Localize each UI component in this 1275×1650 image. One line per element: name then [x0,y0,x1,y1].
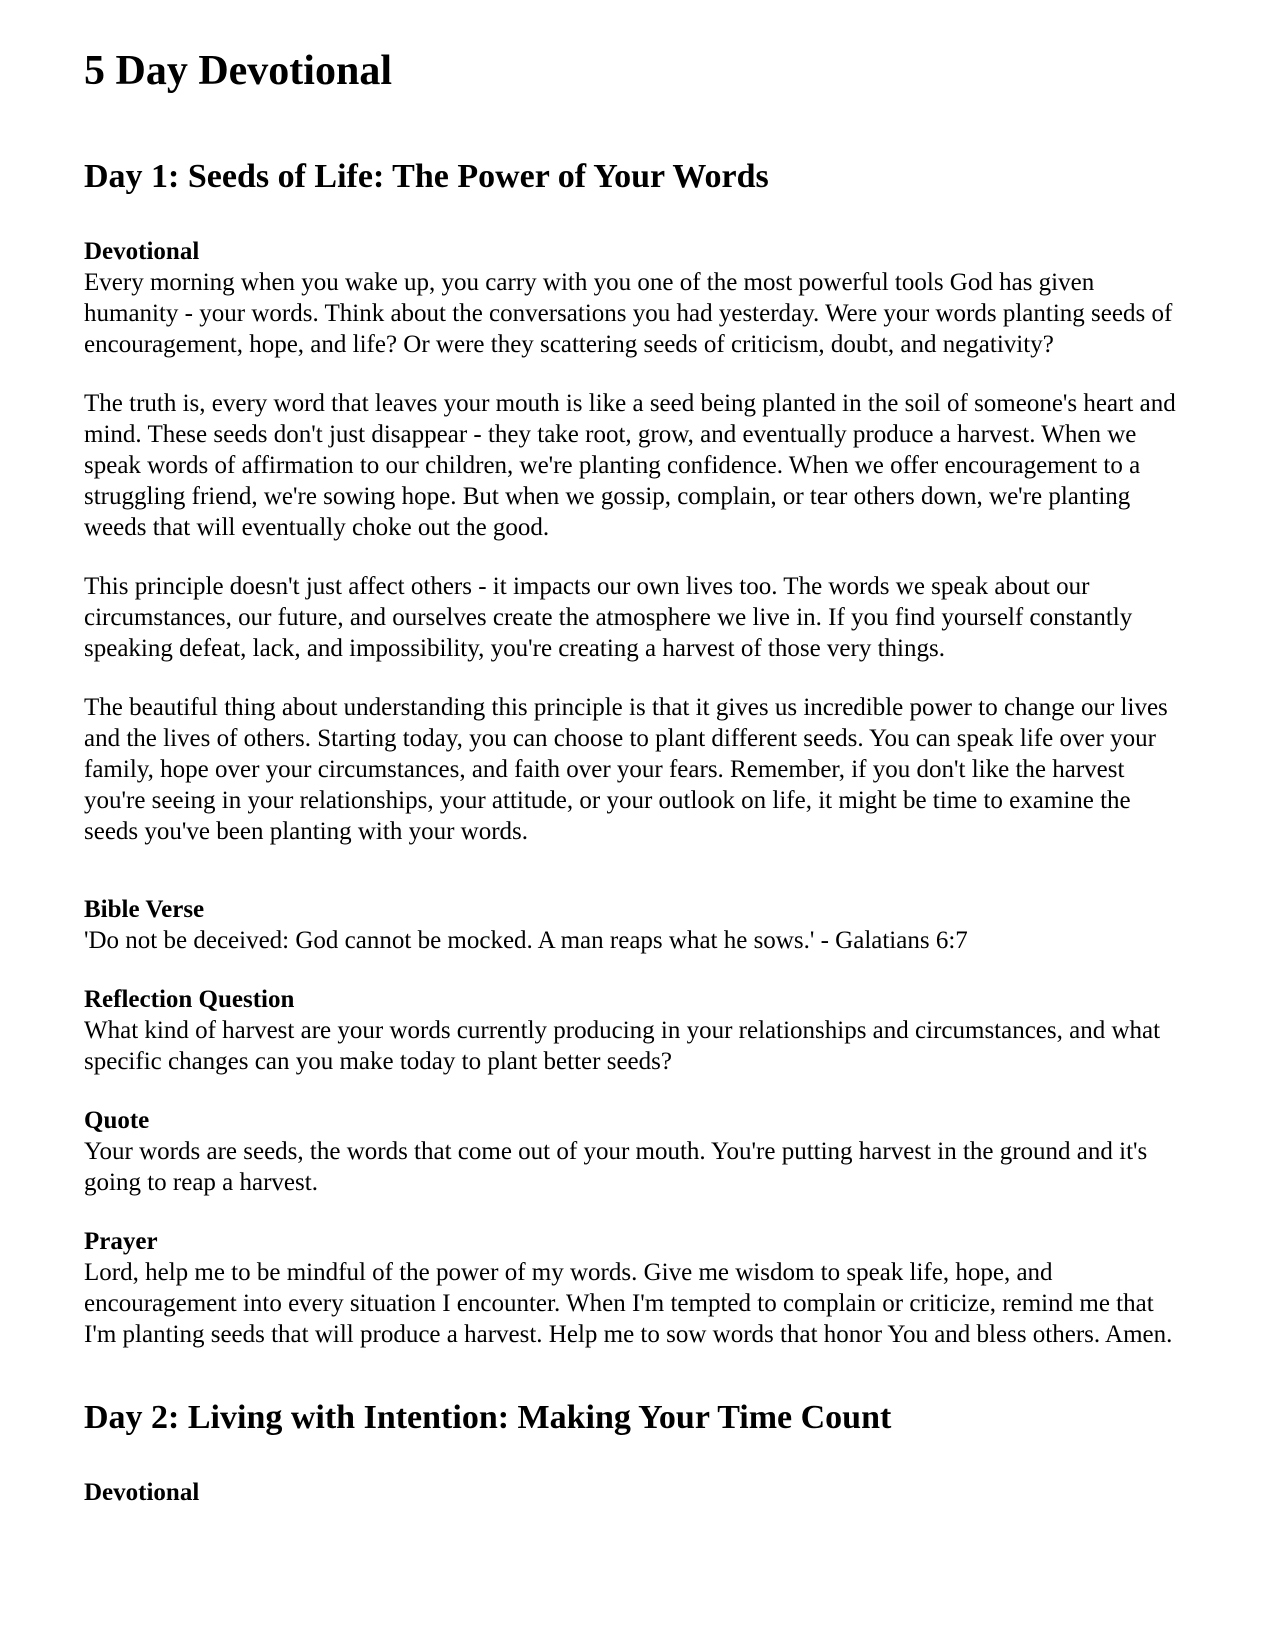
devotional-paragraph-4: The beautiful thing about understanding this principle is that it gives us incredible power to change our lives and the lives of others. Starting today, you can choose to plant different seeds. You can speak life over your family, hope over your circumstances, and faith over your fears. Remember, if you don't like the harvest you're seeing in your relationships, your attitude, or your outlook on life, it might be time to examine the seeds you've been planting with your words. [84,694,1168,845]
day2-devotional-label: Devotional [84,1479,200,1506]
day1-reflection-section [84,984,1190,1077]
devotional-paragraph-2: The truth is, every word that leaves your mouth is like a seed being planted in the soil of someone's heart and mind. These seeds don't just disappear - they take root, grow, and eventually produce a harvest. When we speak words of affirmation to our children, we're planting confidence. When we offer encouragement to a struggling friend, we're sowing hope. But when we gossip, complain, or tear others down, we're planting weeds that will eventually choke out the good. [84,390,1176,541]
devotional-label: Devotional [84,238,200,265]
quote-label: Quote [84,1107,150,1134]
reflection-question-label: Reflection Question [84,986,295,1013]
document-title: 5 Day Devotional [84,48,392,94]
day2-heading: Day 2: Living with Intention: Making Your Time Count [84,1399,892,1436]
prayer-label: Prayer [84,1228,158,1255]
devotional-paragraph-1: Every morning when you wake up, you carry with you one of the most powerful tools God has given humanity - your words. Think about the conversations you had yesterday. Were your words planting seeds of encouragement, hope, and life? Or were they scattering seeds of criticism, doubt, and negativity? [84,269,1173,358]
reflection-question-text: What kind of harvest are your words currently producing in your relationships and circumstances, and what specific changes can you make today to plant better seeds? [84,1017,1161,1075]
day1-prayer-section [84,1226,1190,1350]
bible-verse-label: Bible Verse [84,896,205,923]
bible-verse-text: 'Do not be deceived: God cannot be mocked. A man reaps what he sows.' - Galatians 6:7 [84,927,968,954]
day1-bible-verse-section [84,894,1190,956]
day1-heading: Day 1: Seeds of Life: The Power of Your Words [84,158,769,195]
quote-text: Your words are seeds, the words that come out of your mouth. You're putting harvest in the ground and it's going to reap a harvest. [84,1138,1148,1196]
day2-devotional-section [84,1477,1190,1508]
day1-devotional-section [84,236,1190,847]
prayer-text: Lord, help me to be mindful of the power of my words. Give me wisdom to speak life, hope, and encouragement into every situation I encounter. When I'm tempted to complain or criticize, remind me that I'm planting seeds that will produce a harvest. Help me to sow words that honor You and bless others. Amen. [84,1259,1173,1348]
devotional-paragraph-3: This principle doesn't just affect others - it impacts our own lives too. The words we speak about our circumstances, our future, and ourselves create the atmosphere we live in. If you find yourself constantly speaking defeat, lack, and impossibility, you're creating a harvest of those very things. [84,573,1133,662]
day1-quote-section [84,1105,1190,1198]
